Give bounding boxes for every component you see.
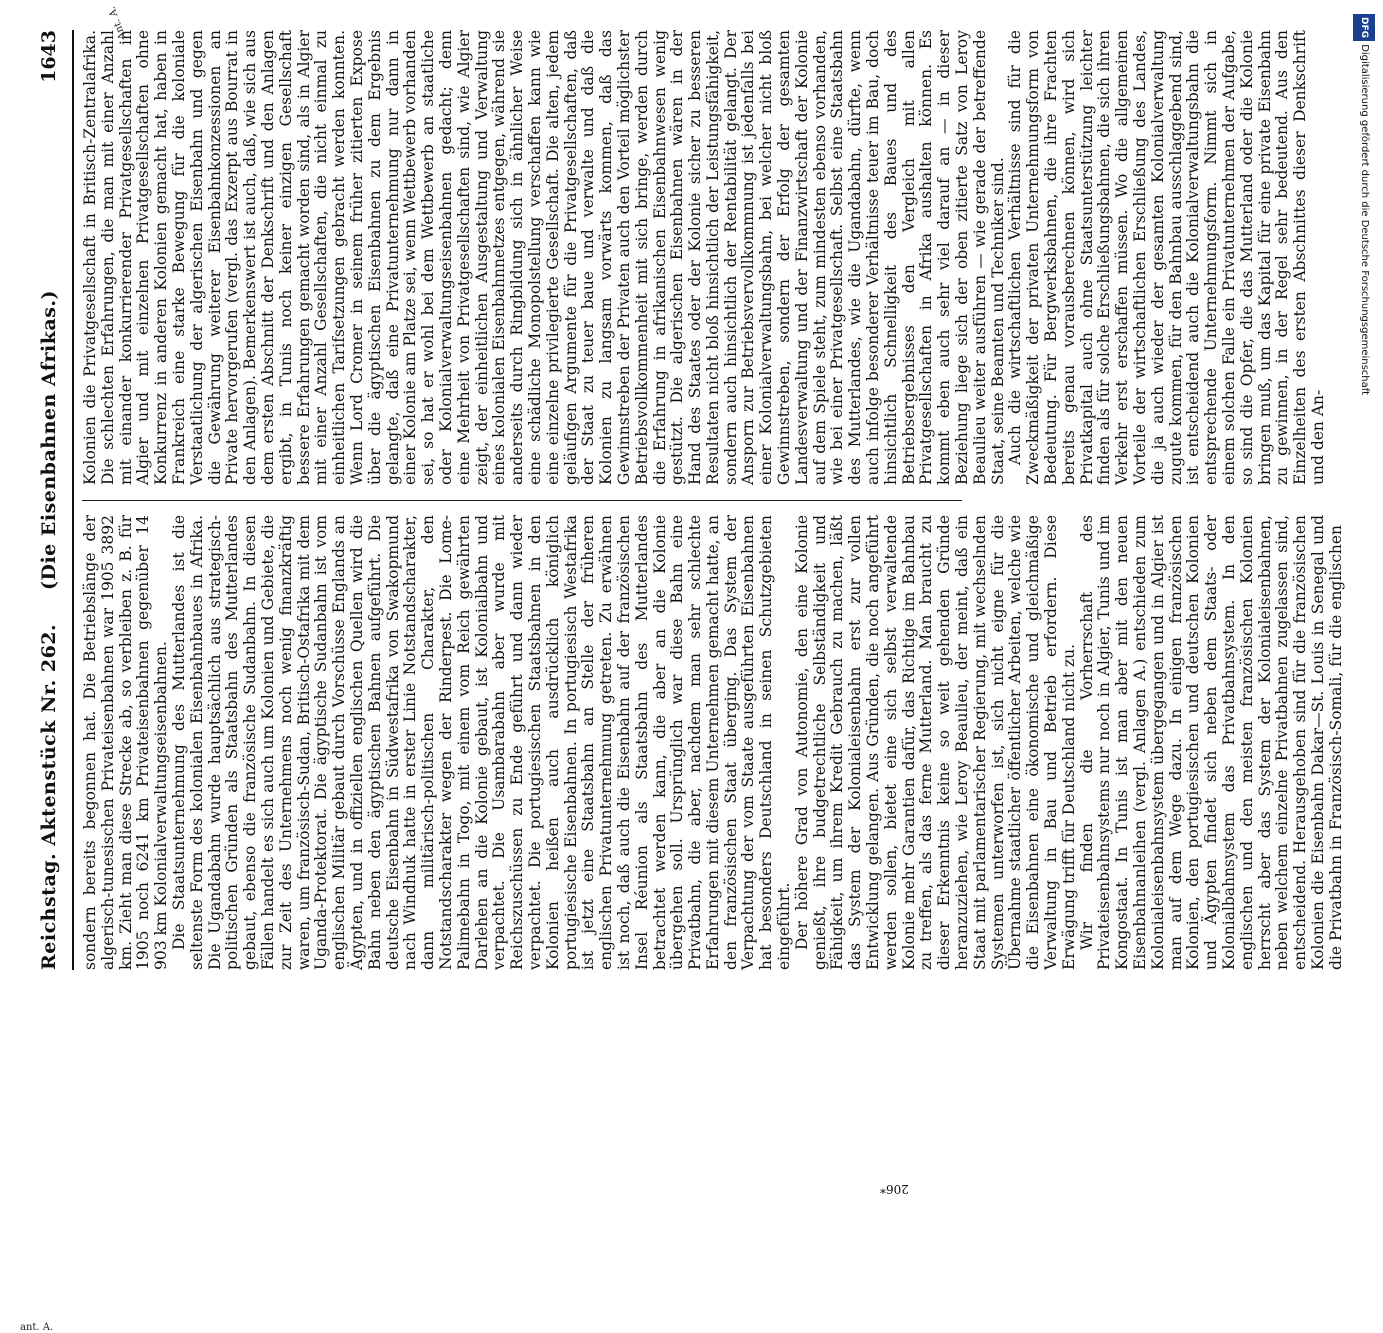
header-rule <box>72 30 74 970</box>
paragraph: sondern bereits begonnen hat. Die Betriebslänge der algerisch-tunesischen Privateisenbahnen war 1905 3892 km. Zieht man diese Strecke ab, so verbleiben z. B. für 1905 noch 6241 km Privateisenbahnen gegenüber 14 903 km Kolonialverwaltungseisenbahnen. <box>81 515 171 970</box>
paragraph: Auch die wirtschaftlichen Verhältnisse sind für die Zweckmäßigkeit der privaten Unternehmungsform von Bedeutung. Für Bergwerksbahnen, die ihre Frachten bereits genau vorausberechnen können, wird sich Privatkapital auch ohne Staatsunterstützung leichter finden als für solche Erschließungsbahnen, die sich ihren Verkehr erst erschaffen müssen. Wo die allgemeinen Vorteile der wirtschaftlichen Erschließung des Landes, die ja auch wieder der gesamten Kolonialverwaltung zugute kommen, für den Bahnbau ausschlaggebend sind, ist entscheidend auch die Kolonialverwaltungsbahn die entsprechende Unternehmungsform. Nimmt sich in einem solchen Falle ein Privatunternehmen der Aufgabe, so sind die Opfer, die das Mutterland oder die Kolonie bringen muß, um das Kapital für eine private Eisenbahn zu gewinnen, in der Regel sehr bedeutend. Aus den Einzelheiten des ersten Abschnittes dieser Denkschrift und den An- <box>1006 30 1327 485</box>
page-header <box>30 30 70 970</box>
text-column-left <box>81 515 1345 970</box>
paragraph: Kolonien die Privatgesellschaft in Britisch-Zentralafrika. Die schlechten Erfahrungen, die man mit einer Anzahl mit einander konkurrierender Privatgesellschaften in Algier und mit einzelnen Privatgesellschaften ohne Konkurrenz in anderen Kolonien gemacht hat, haben in Frankreich eine starke Bewegung für die koloniale Verstaatlichung der algerischen Eisenbahn und gegen die Gewährung weiterer Eisenbahnkonzessionen an Private hervorgerufen (vergl. das Exzerpt aus Bourrat in den Anlagen). Bemerkenswert ist auch, daß, wie sich aus dem ersten Abschnitt der Denkschrift und den Anlagen ergibt, in Tunis noch keiner einzigen Gesellschaft bessere Erfahrungen gemacht worden sind, als in Algier mit einer Anzahl Gesellschaften, die nicht einmal zu einheitlichen Tarifsetzungen gebracht werden konnten. Wenn Lord Cromer in seinem früher zitierten Expose über die ägyptischen Eisenbahnen zu dem Ergebnis gelangte, daß eine Privatunternehmung nur dann in einer Kolonie am Platze sei, wenn Wettbewerb vorhanden sei, so hat er wohl bei dem Wettbewerb an staatliche oder Kolonialverwaltungseisenbahnen gedacht; denn eine Mehrheit von Privatgesellschaften sind, wie Algier zeigt, der einheitlichen Ausgestaltung und Verwaltung eines kolonialen Eisenbahnnetzes entgegen, während sie anderseits durch Ringbildung sich in ähnlicher Weise eine schädliche Monopolstellung verschaffen kann wie eine einzelne privilegierte Gesellschaft. Die alten, jedem geläufigen Argumente für die Privatgesellschaften, daß der Staat zu teuer baue und verwalte und daß die Kolonien zu langsam vorwärts kommen, daß das Gewinnstreben der Privaten auch den Vorteil möglichster Betriebsvollkommenheit mit sich bringe, werden durch die Erfahrung in afrikanischen Eisenbahnwesen wenig gestützt. Die algerischen Eisenbahnen wären in der Hand des Staates oder der Kolonie sicher zu besseren Resultaten nicht bloß hinsichtlich der Leistungsfähigkeit, sondern auch hinsichtlich der Rentabilität gelangt. Der Ansporn zur Betriebsvervollkommnung ist jedenfalls bei einer Kolonialverwaltungsbahn, bei welcher nicht bloß Gewinnstreben, sondern der Erfolg der gesamten Landesverwaltung und der Finanzwirtschaft der Kolonie auf dem Spiele steht, zum mindesten ebenso vorhanden, wie bei einer Privatgesellschaft. Selbst eine Staatsbahn des Mutterlandes, wie die Ugandabahn, dürfte, wenn auch infolge besonderer Verhältnisse teuer im Bau, doch hinsichtlich Schnelligkeit des Baues und des Betriebsergebnisses den Vergleich mit allen Privatgesellschaften in Afrika aushalten können. Es kommt eben auch sehr viel darauf an — in dieser Beziehung liege sich der oben zitierte Satz von Leroy Beaulieu weiter ausführen — wie gerade der betreffende Staat, seine Beamten und Techniker sind. <box>81 30 1007 485</box>
running-title: Reichstag. Aktenstück Nr. 262. <box>38 623 60 970</box>
digitization-note: Digitalisierung gefördert durch die Deutsche Forschungsgemeinschaft <box>1359 44 1370 396</box>
digitization-stamp <box>1355 10 1375 730</box>
paragraph: Die Staatsunternehmung des Mutterlandes ist die seltenste Form des kolonialen Eisenbahnbaues in Afrika. Die Ugandabahn wurde hauptsächlich aus strategisch-politischen Gründen als Staatsbahn des Mutterlandes gebaut, ebenso die französische Sudanbahn. In diesen Fällen handelt es sich auch um Kolonien und Gebiete, die zur Zeit des Unternehmens noch wenig finanzkräftig waren, um französisch-Sudan, Britisch-Ostafrika mit dem Uganda-Protektorat. Die ägyptische Sudanbahn ist vom englischen Militär gebaut durch Vorschüsse Englands an Ägypten, und in offiziellen englischen Quellen wird die Bahn neben den ägyptischen Bahnen aufgeführt. Die deutsche Eisenbahn in Südwestafrika von Swakopmund nach Windhuk hatte in erster Linie Notstandscharakter, dann militärisch-politischen Charakter, den Notstandscharakter wegen der Rinderpest. Die Lome-Palimebahn in Togo, mit einem vom Reich gewährten Darlehen an die Kolonie gebaut, ist Kolonialbahn und verpachtet. Die Usambarabahn aber wurde mit Reichszuschüssen zu Ende geführt und dann wieder verpachtet. Die portugiesischen Staatsbahnen in den Kolonien heißen auch ausdrücklich königlich portugiesische Eisenbahnen. In portugiesisch Westafrika ist jetzt eine Staatsbahn an Stelle der früheren englischen Privatunternehmung getreten. Zu erwähnen ist noch, daß auch die Eisenbahn auf der französischen Insel Réunion als Staatsbahn des Mutterlandes betrachtet werden kann, die aber an die Kolonie übergehen soll. Ursprünglich war diese Bahn eine Privatbahn, die aber, nachdem man sehr schlechte Erfahrungen mit diesem Unternehmen gemacht hatte, an den französischen Staat überging. Das System der Verpachtung der vom Staate ausgeführten Eisenbahnen hat besonders Deutschland in seinen Schutzgebieten eingeführt. <box>169 515 794 970</box>
paragraph: Wir finden die Vorherrschaft des Privateisenbahnsystems nur noch in Algier, Tunis und im Kongostaat. In Tunis ist man aber mit den neuen Eisenbahnanleihen (vergl. Anlagen A.) entschieden zum Kolonialeisenbahnsystem übergegangen und in Algier ist man auf dem Wege dazu. In einigen französischen Kolonien, den portugiesischen und deutschen Kolonien und Ägypten findet sich neben dem Staats- oder Kolonialbahnsystem das Privatbahnsystem. In den englischen und den meisten französischen Kolonien herrscht aber das System der Kolonialeisenbahnen, neben welchem einzelne Privatbahnen zugelassen sind, entscheidend. Herausgehoben sind für die französischen Kolonien die Eisenbahn Dakar—St. Louis in Senegal und die Privatbahn in Französisch-Somali, für die englischen <box>1077 515 1345 970</box>
section-title: (Die Eisenbahnen Afrikas.) <box>38 289 60 590</box>
text-column-right <box>81 30 1327 485</box>
margin-note-top: Ant. A. <box>106 4 129 41</box>
margin-note-left: ant. A. <box>20 1322 54 1333</box>
page-number: 1643 <box>38 30 60 83</box>
column-divider <box>82 500 962 501</box>
footer-mark: 206* <box>880 1182 909 1196</box>
paragraph: Der höhere Grad von Autonomie, den eine Kolonie genießt, ihre budgetrechtliche Selbständigkeit und Fähigkeit, um ihrem Kredit Gebrauch zu machen, läßt das System der Kolonialeisenbahn erst zur vollen Entwicklung gelangen. Aus Gründen, die noch angeführt werden sollen, bietet eine sich selbst verwaltende Kolonie mehr Garantien dafür, das Richtige im Bahnbau zu treffen, als das ferne Mutterland. Man braucht zu dieser Erkenntnis keine so weit gehenden Gründe heranzuziehen, wie Leroy Beaulieu, der meint, daß ein Staat mit parlamentarischer Regierung, mit wechselnden Systemen unterworfen ist, sich nicht eigne für die Übernahme staatlicher öffentlicher Arbeiten, welche wie die Eisenbahnen eine ökonomische und gleichmäßige Verwaltung in Bau und Betrieb erfordern. Diese Erwägung trifft für Deutschland nicht zu. <box>792 515 1078 970</box>
dfg-logo: DFG <box>1353 14 1375 41</box>
